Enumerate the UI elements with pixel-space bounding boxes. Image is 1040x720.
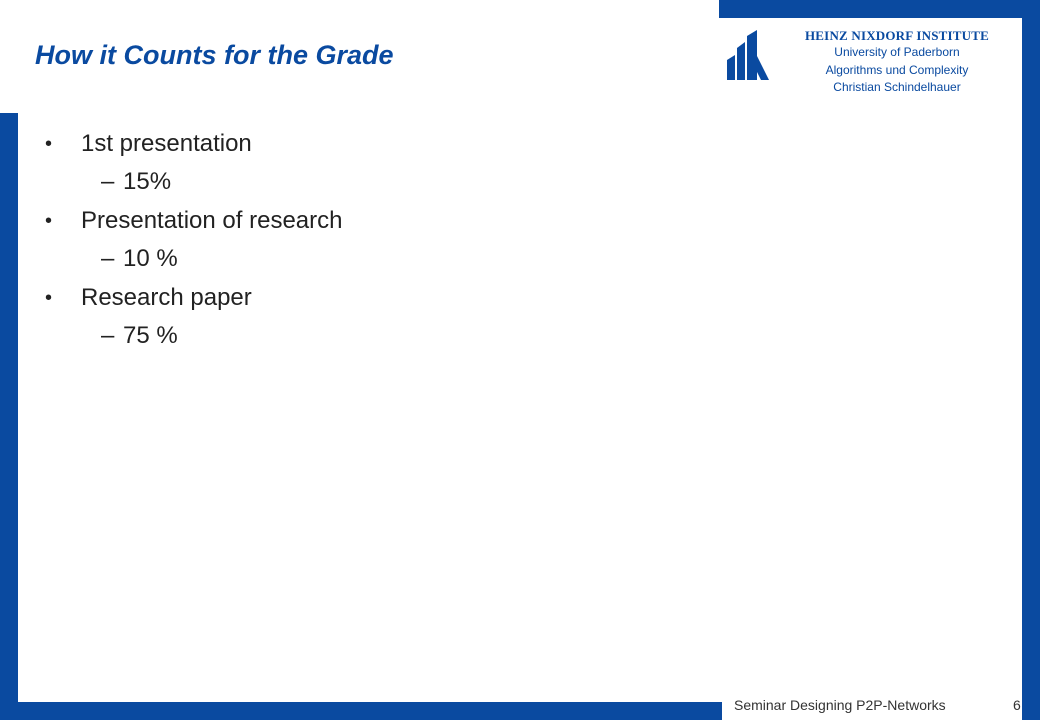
bullet-marker: • bbox=[45, 287, 53, 309]
bullet-text: Presentation of research bbox=[81, 207, 343, 234]
frame-bar-right bbox=[1022, 0, 1040, 720]
slide-title: How it Counts for the Grade bbox=[35, 40, 394, 70]
university-paderborn-logo-icon bbox=[727, 30, 769, 80]
institute-line-department: Algorithms und Complexity bbox=[825, 62, 969, 77]
institute-block bbox=[772, 27, 1022, 97]
bullet-marker: • bbox=[45, 133, 53, 155]
sub-bullet-marker: – bbox=[101, 168, 115, 195]
institute-line-university: University of Paderborn bbox=[834, 45, 960, 59]
sub-bullet-text: 10 % bbox=[123, 245, 178, 272]
frame-bar-top bbox=[719, 0, 1040, 18]
bullet-marker: • bbox=[45, 210, 53, 232]
frame-bar-left bbox=[0, 113, 18, 720]
bullet-text: Research paper bbox=[81, 284, 252, 311]
bullet-text: 1st presentation bbox=[81, 130, 252, 157]
frame-bar-bottom bbox=[0, 702, 722, 720]
sub-bullet-marker: – bbox=[101, 245, 115, 272]
sub-bullet-text: 15% bbox=[123, 168, 172, 195]
institute-name: HEINZ NIXDORF INSTITUTE bbox=[805, 28, 989, 43]
sub-bullet-marker: – bbox=[101, 322, 115, 349]
page-number: 6 bbox=[1013, 697, 1021, 713]
institute-line-author: Christian Schindelhauer bbox=[833, 80, 961, 94]
sub-bullet-text: 75 % bbox=[123, 322, 178, 349]
footer-seminar-title: Seminar Designing P2P-Networks bbox=[734, 697, 946, 713]
